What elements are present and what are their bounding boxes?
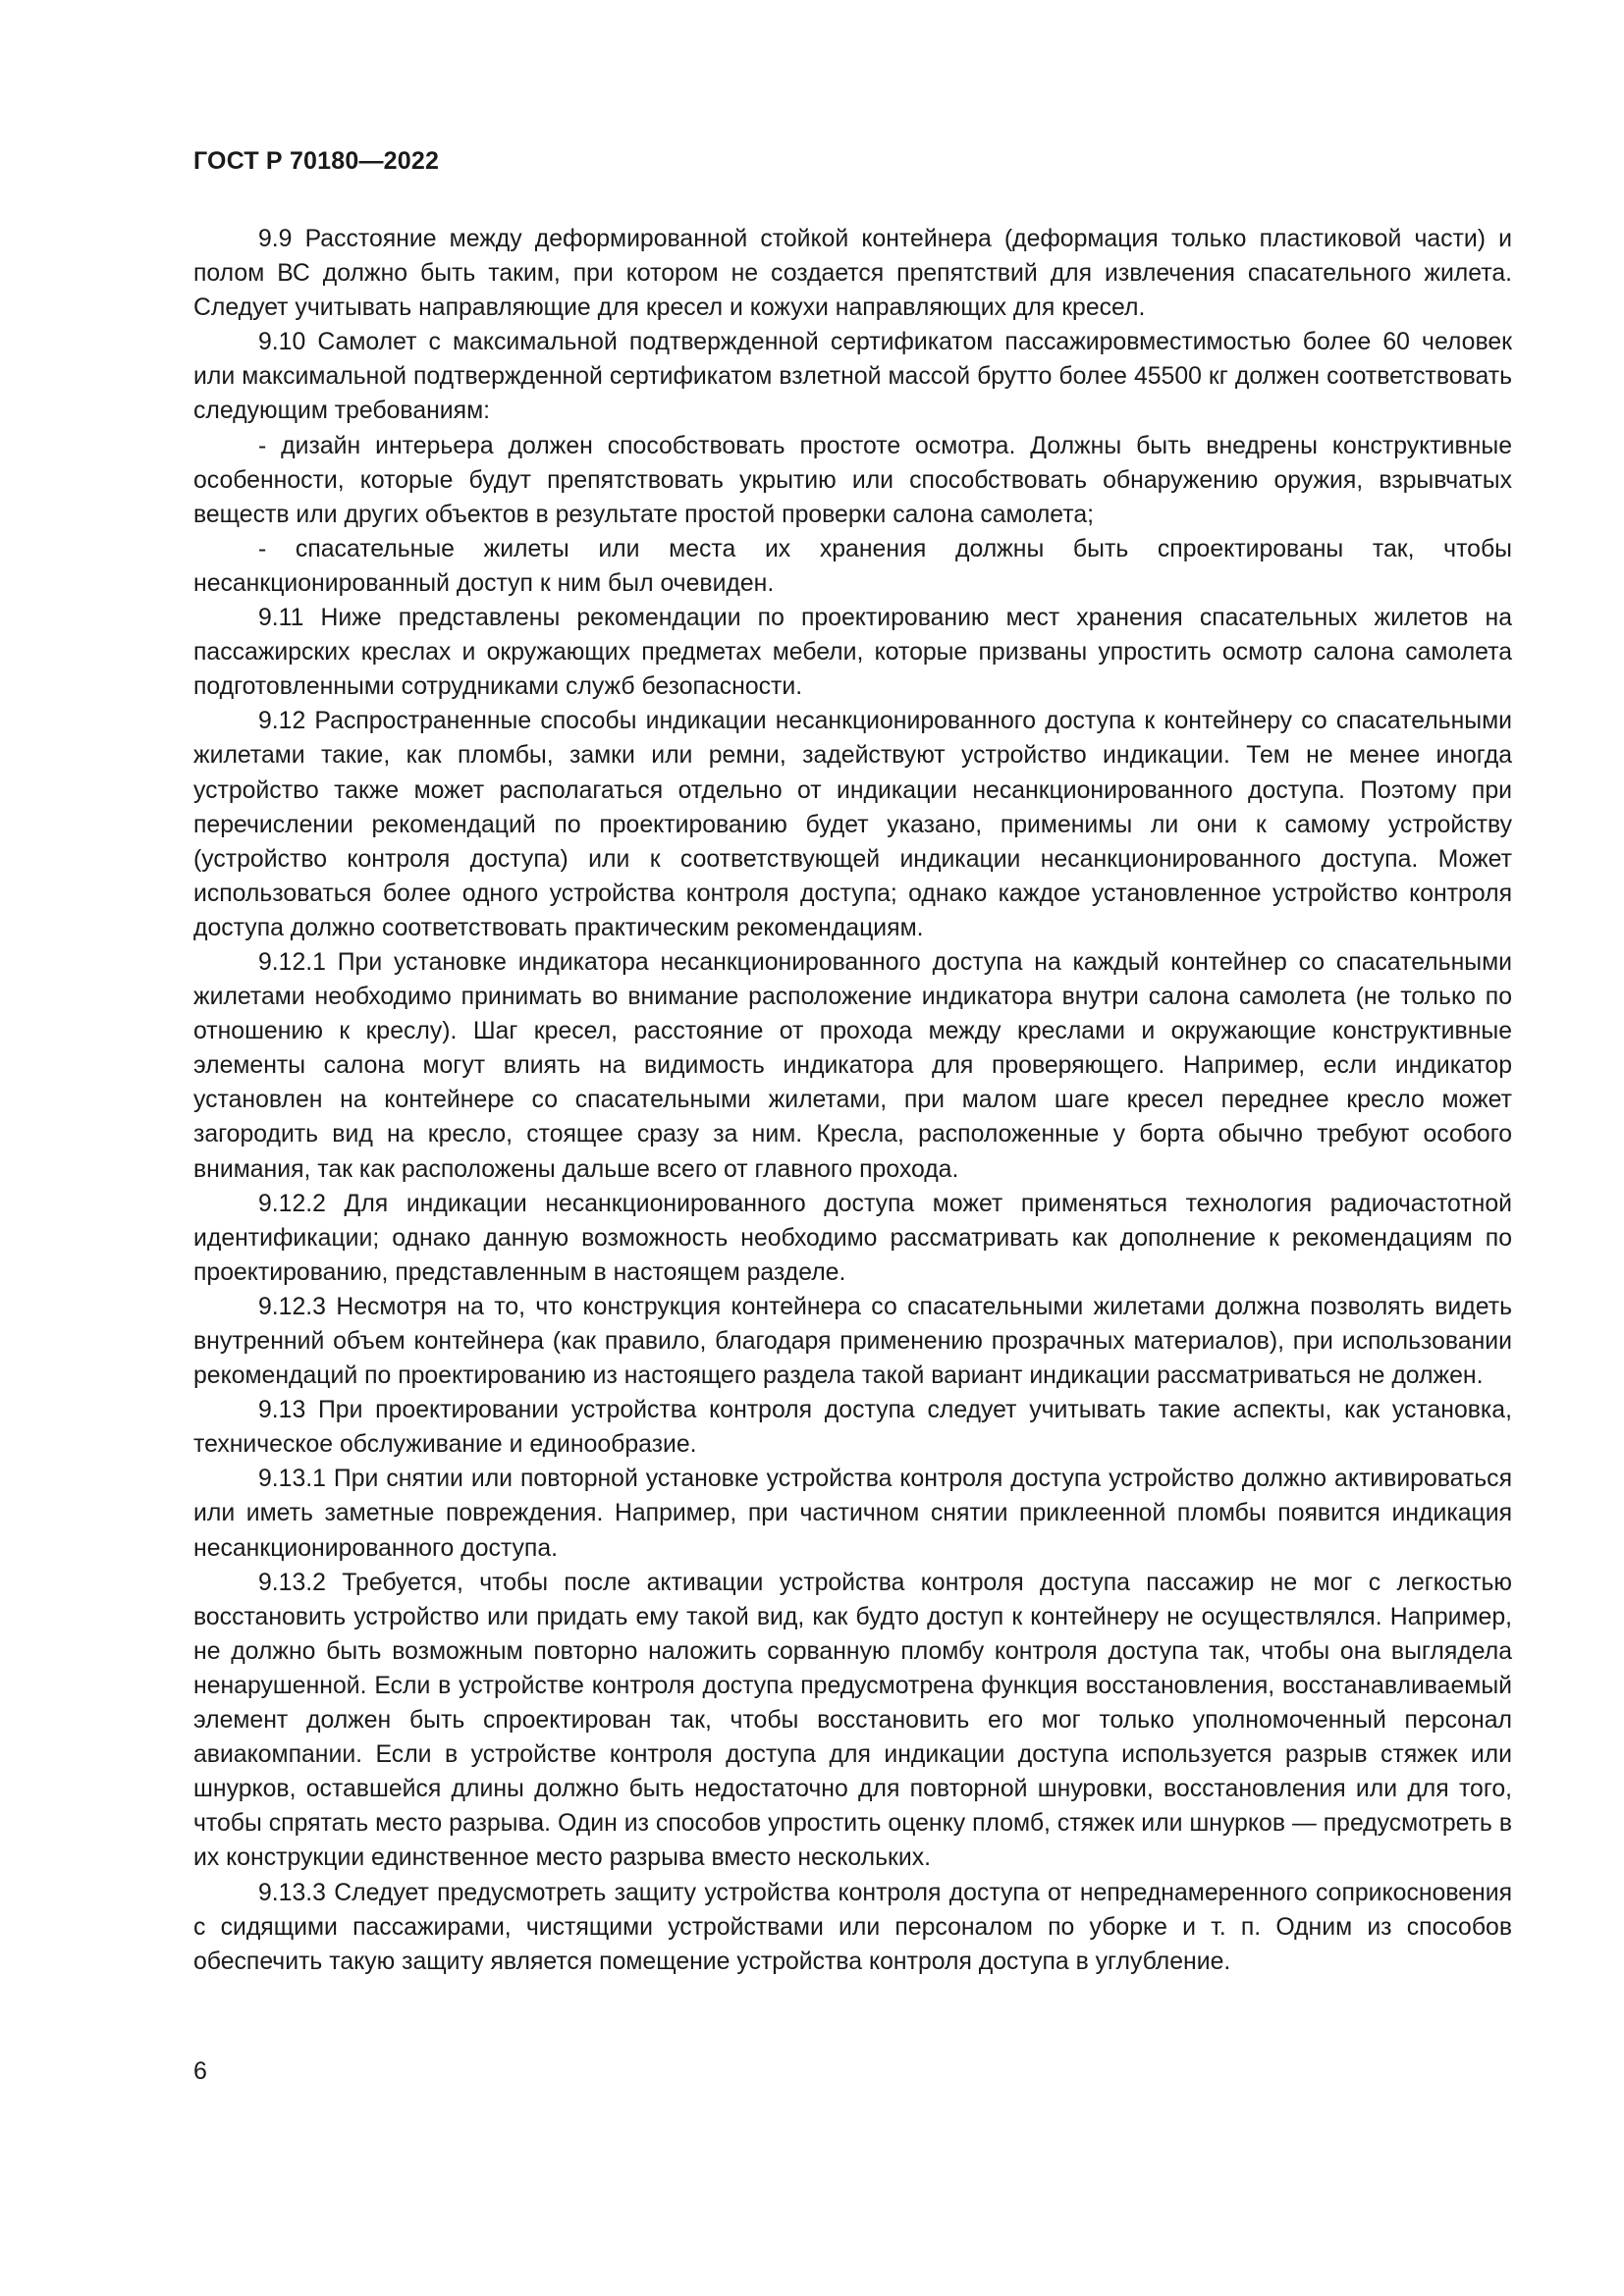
list-item-interior-design: - дизайн интерьера должен способствовать простоте осмотра. Должны быть внедрены конструктивные особенности, которые будут препятствовать укрытию или способствовать обнаружению оружия, взрывчатых веществ или других объектов в результате простой проверки салона самолета; bbox=[193, 432, 1512, 528]
paragraph-9-13-1: 9.13.1 При снятии или повторной установке устройства контроля доступа устройство должно активироваться или иметь заметные повреждения. Например, при частичном снятии приклеенной пломбы появится индикация несанкционированного доступа. bbox=[193, 1466, 1512, 1562]
paragraph-9-9: 9.9 Расстояние между деформированной стойкой контейнера (деформация только пластиковой части) и полом ВС должно быть таким, при котором не создается препятствий для извлечения спасательного жилета. Следует учитывать направляющие для кресел и кожухи направляющих для кресел. bbox=[193, 226, 1512, 322]
document-header: ГОСТ Р 70180—2022 bbox=[193, 147, 440, 175]
paragraph-9-12-2: 9.12.2 Для индикации несанкционированного доступа может применяться технология радиочастотной идентификации; однако данную возможность необходимо рассматривать как дополнение к рекомендациям по проектированию, представленным в настоящем разделе. bbox=[193, 1190, 1512, 1286]
paragraph-9-10: 9.10 Самолет с максимальной подтвержденной сертификатом пассажировместимостью более 60 человек или максимальной подтвержденной сертификатом взлетной массой брутто более 45500 кг должен соответствовать следующим требованиям: bbox=[193, 329, 1512, 425]
paragraph-9-12-1: 9.12.1 При установке индикатора несанкционированного доступа на каждый контейнер со спасательными жилетами необходимо принимать во внимание расположение индикатора внутри салона самолета (не только по отношению к креслу). Шаг кресел, расстояние от прохода между креслами и окружающие конструктивные элементы салона могут влиять на видимость индикатора для проверяющего. Например, если индикатор установлен на контейнере со спасательными жилетами, при малом шаге кресел переднее кресло может загородить вид на кресло, стоящее сразу за ним. Кресла, расположенные у борта обычно требуют особого внимания, так как расположены дальше всего от главного прохода. bbox=[193, 948, 1512, 1183]
paragraph-9-13-3: 9.13.3 Следует предусмотреть защиту устройства контроля доступа от непреднамеренного соприкосновения с сидящими пассажирами, чистящими устройствами или персоналом по уборке и т. п. Одним из способов обеспечить такую защиту является помещение устройства контроля доступа в углубление. bbox=[193, 1879, 1512, 1975]
document-body bbox=[193, 222, 1512, 1979]
list-item-life-vests: - спасательные жилеты или места их хранения должны быть спроектированы так, чтобы несанкционированный доступ к ним был очевиден. bbox=[193, 535, 1512, 597]
paragraph-9-13: 9.13 При проектировании устройства контроля доступа следует учитывать такие аспекты, как установка, техническое обслуживание и единообразие. bbox=[193, 1397, 1512, 1459]
paragraph-9-12: 9.12 Распространенные способы индикации несанкционированного доступа к контейнеру со спасательными жилетами такие, как пломбы, замки или ремни, задействуют устройство индикации. Тем не менее иногда устройство также может располагаться отдельно от индикации несанкционированного доступа. Поэтому при перечислении рекомендаций по проектированию будет указано, применимы ли они к самому устройству (устройство контроля доступа) или к соответствующей индикации несанкционированного доступа. Может использоваться более одного устройства контроля доступа; однако каждое установленное устройство контроля доступа должно соответствовать практическим рекомендациям. bbox=[193, 708, 1512, 941]
paragraph-9-12-3: 9.12.3 Несмотря на то, что конструкция контейнера со спасательными жилетами должна позволять видеть внутренний объем контейнера (как правило, благодаря применению прозрачных материалов), при использовании рекомендаций по проектированию из настоящего раздела такой вариант индикации рассматриваться не должен. bbox=[193, 1293, 1512, 1390]
paragraph-9-13-2: 9.13.2 Требуется, чтобы после активации устройства контроля доступа пассажир не мог с легкостью восстановить устройство или придать ему такой вид, как будто доступ к контейнеру не осуществлялся. Например, не должно быть возможным повторно наложить сорванную пломбу контроля доступа так, чтобы она выглядела ненарушенной. Если в устройстве контроля доступа предусмотрена функция восстановления, восстанавливаемый элемент должен быть спроектирован так, чтобы восстановить его мог только уполномоченный персонал авиакомпании. Если в устройстве контроля доступа для индикации доступа используется разрыв стяжек или шнурков, оставшейся длины должно быть недостаточно для повторной шнуровки, восстановления или для того, чтобы спрятать место разрыва. Один из способов упростить оценку пломб, стяжек или шнурков — предусмотреть в их конструкции единственное место разрыва вместо нескольких. bbox=[193, 1569, 1512, 1872]
page-number: 6 bbox=[193, 2057, 207, 2085]
paragraph-9-11: 9.11 Ниже представлены рекомендации по проектированию мест хранения спасательных жилетов на пассажирских креслах и окружающих предметах мебели, которые призваны упростить осмотр салона самолета подготовленными сотрудниками служб безопасности. bbox=[193, 605, 1512, 701]
